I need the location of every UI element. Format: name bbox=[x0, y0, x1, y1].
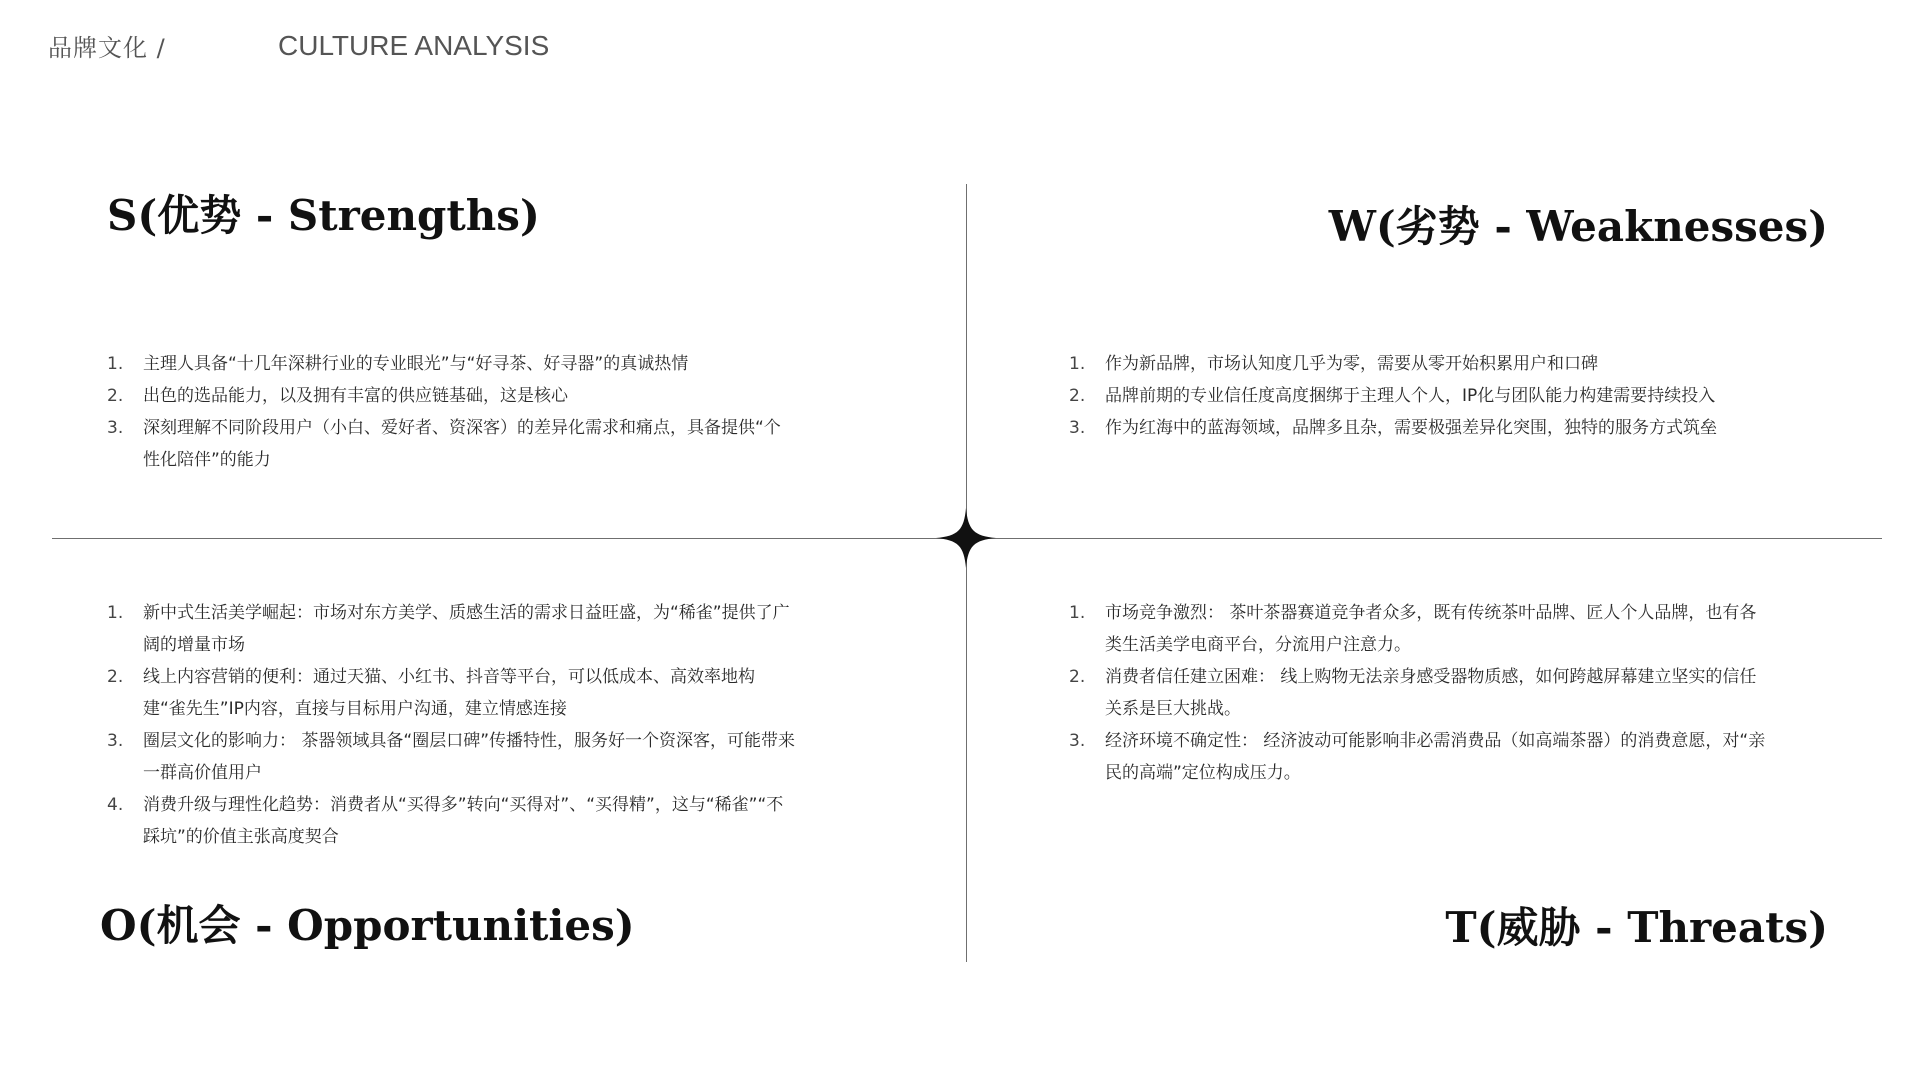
item-text: 作为红海中的蓝海领域，品牌多且杂，需要极强差异化突围，独特的服务方式筑垒 bbox=[1105, 418, 1717, 438]
list-item bbox=[1069, 348, 1769, 380]
item-text: 消费者信任建立困难： 线上购物无法亲身感受器物质感，如何跨越屏幕建立坚实的信任关系是巨大挑战。 bbox=[1105, 667, 1757, 719]
list-item bbox=[1069, 380, 1769, 412]
item-text: 新中式生活美学崛起：市场对东方美学、质感生活的需求日益旺盛，为“稀雀”提供了广阔的增量市场 bbox=[143, 603, 790, 655]
threats-list bbox=[1069, 597, 1769, 789]
list-item bbox=[1069, 725, 1769, 789]
item-text: 出色的选品能力，以及拥有丰富的供应链基础，这是核心 bbox=[143, 386, 568, 406]
page-header bbox=[48, 28, 550, 62]
item-number: 3. bbox=[107, 731, 124, 751]
item-number: 1. bbox=[107, 354, 124, 374]
list-item bbox=[1069, 597, 1769, 661]
list-item bbox=[1069, 661, 1769, 725]
item-number: 2. bbox=[107, 667, 124, 687]
strengths-list bbox=[107, 348, 797, 476]
list-item bbox=[107, 789, 797, 853]
threats-title: T(威胁 - Threats) bbox=[1445, 903, 1828, 952]
list-item bbox=[107, 380, 797, 412]
item-number: 4. bbox=[107, 795, 124, 815]
weaknesses-list bbox=[1069, 348, 1769, 444]
item-number: 3. bbox=[1069, 418, 1086, 438]
page-title: CULTURE ANALYSIS bbox=[278, 30, 550, 61]
item-number: 2. bbox=[1069, 386, 1086, 406]
list-item bbox=[107, 597, 797, 661]
item-number: 1. bbox=[107, 603, 124, 623]
item-text: 深刻理解不同阶段用户（小白、爱好者、资深客）的差异化需求和痛点，具备提供“个性化陪伴”的能力 bbox=[143, 418, 781, 470]
breadcrumb[interactable]: 品牌文化 / bbox=[48, 33, 166, 62]
item-text: 市场竞争激烈： 茶叶茶器赛道竞争者众多，既有传统茶叶品牌、匠人个人品牌，也有各类生活美学电商平台，分流用户注意力。 bbox=[1105, 603, 1757, 655]
opportunities-list bbox=[107, 597, 797, 853]
item-text: 线上内容营销的便利：通过天猫、小红书、抖音等平台，可以低成本、高效率地构建“雀先生”IP内容，直接与目标用户沟通，建立情感连接 bbox=[143, 667, 755, 719]
item-number: 1. bbox=[1069, 603, 1086, 623]
four-point-star-icon bbox=[936, 508, 996, 568]
item-text: 作为新品牌，市场认知度几乎为零，需要从零开始积累用户和口碑 bbox=[1105, 354, 1598, 374]
list-item bbox=[107, 661, 797, 725]
item-text: 主理人具备“十几年深耕行业的专业眼光”与“好寻茶、好寻器”的真诚热情 bbox=[143, 354, 689, 374]
item-number: 1. bbox=[1069, 354, 1086, 374]
item-number: 2. bbox=[1069, 667, 1086, 687]
item-number: 3. bbox=[1069, 731, 1086, 751]
vertical-divider bbox=[966, 184, 967, 962]
list-item bbox=[107, 348, 797, 380]
item-number: 3. bbox=[107, 418, 124, 438]
strengths-title: S(优势 - Strengths) bbox=[107, 191, 540, 240]
list-item bbox=[1069, 412, 1769, 444]
list-item bbox=[107, 725, 797, 789]
weaknesses-title: W(劣势 - Weaknesses) bbox=[1328, 202, 1828, 251]
item-text: 品牌前期的专业信任度高度捆绑于主理人个人，IP化与团队能力构建需要持续投入 bbox=[1105, 386, 1716, 406]
item-text: 消费升级与理性化趋势：消费者从“买得多”转向“买得对”、“买得精”，这与“稀雀”“不踩坑”的价值主张高度契合 bbox=[143, 795, 784, 847]
item-text: 经济环境不确定性： 经济波动可能影响非必需消费品（如高端茶器）的消费意愿，对“亲民的高端”定位构成压力。 bbox=[1105, 731, 1766, 783]
item-text: 圈层文化的影响力： 茶器领域具备“圈层口碑”传播特性，服务好一个资深客，可能带来一群高价值用户 bbox=[143, 731, 796, 783]
item-number: 2. bbox=[107, 386, 124, 406]
list-item bbox=[107, 412, 797, 476]
opportunities-title: O(机会 - Opportunities) bbox=[100, 901, 635, 950]
